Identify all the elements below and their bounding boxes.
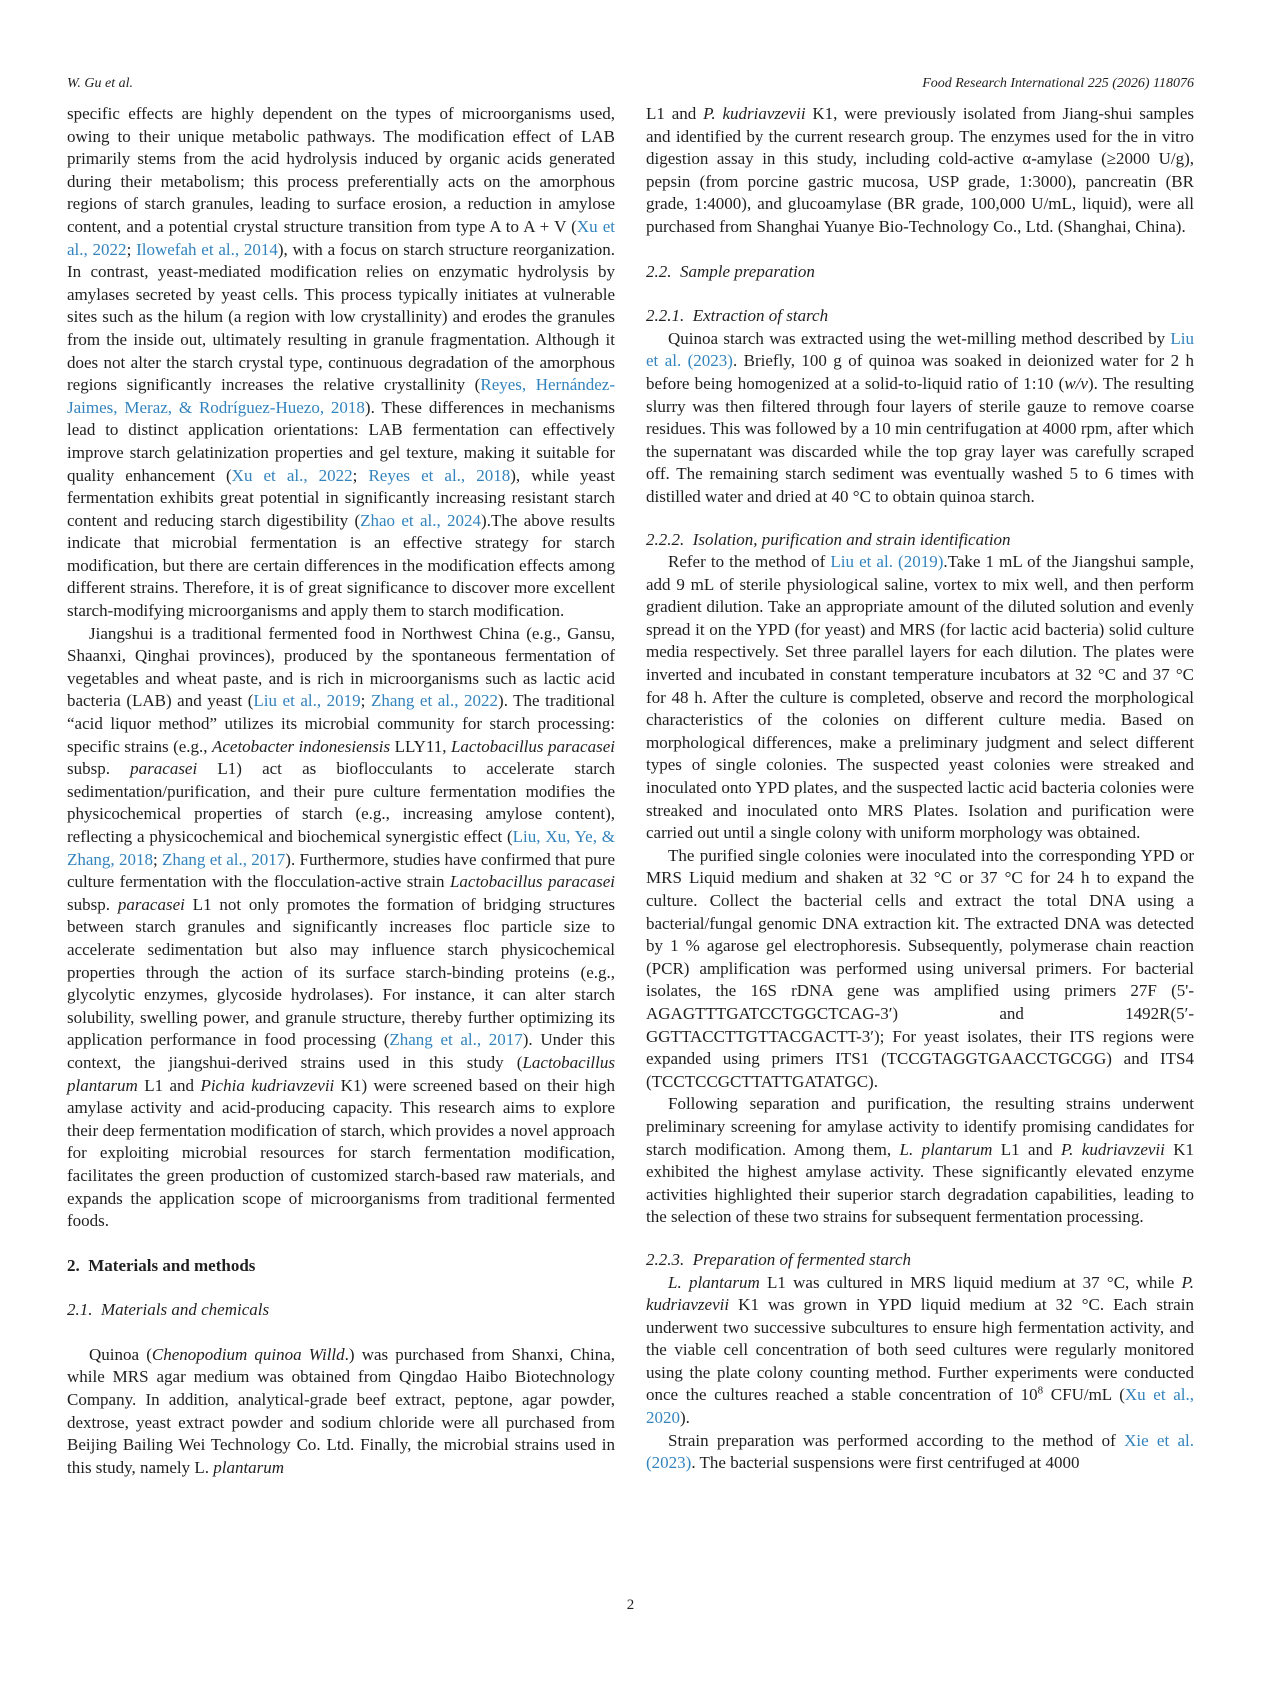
paragraph: specific effects are highly dependent on the types of microorganisms used, owing to their unique metabolic pathways. The modification effect of LAB primarily stems from the acid hydrolysis induced by organic acids generated during their metabolism; this process preferentially acts on the amorphous regions of starch granules, leading to surface erosion, a reduction in amylose content, and a potential crystal structure transition from type A to A + V (Xu et al., 2022; Ilowefah et al., 2014), with a focus on starch structure reorganization. In contrast, yeast-mediated modification relies on enzymatic hydrolysis by amylases secreted by yeast cells. This process typically initiates at vulnerable sites such as the hilum (a region with low crystallinity) and erodes the granules from the inside out, ultimately resulting in granule fragmentation. Although it does not alter the starch crystal type, continuous degradation of the amorphous regions significantly increases the relative crystallinity (Reyes, Hernández-Jaimes, Meraz, & Rodríguez-Huezo, 2018). These differences in mechanisms lead to distinct application orientations: LAB fermentation can effectively improve starch gelatinization properties and gel texture, making it suitable for quality enhancement (Xu et al., 2022; Reyes et al., 2018), while yeast fermentation exhibits great potential in significantly increasing resistant starch content and reducing starch digestibility (Zhao et al., 2024).The above results indicate that microbial fermentation is an effective strategy for starch modification, but there are certain differences in the modification effects among different strains. Therefore, it is of great significance to discover more excellent starch-modifying microorganisms and apply them to starch modification. <box>67 104 616 621</box>
paragraph: Quinoa starch was extracted using the wet-milling method described by Liu et al. (2023). Briefly, 100 g of quinoa was soaked in deionized water for 2 h before being homogenized at a solid-to-liquid ratio of 1:10 (w/v). The resulting slurry was then filtered through four layers of sterile gauze to remove coarse residues. This was followed by a 10 min centrifugation at 4000 rpm, after which the supernatant was discarded while the top gray layer was carefully scraped off. The remaining starch sediment was eventually washed 5 to 6 times with distilled water and dried at 40 °C to obtain quinoa starch. <box>646 328 1194 506</box>
citation-link[interactable]: Liu et al., 2019 <box>253 691 361 711</box>
citation-link[interactable]: Xu et al., 2020 <box>646 1385 1194 1428</box>
running-header-authors: W. Gu et al. <box>67 76 133 91</box>
right-column <box>646 103 1194 1475</box>
citation-link[interactable]: Xu et al., 2022 <box>67 216 615 259</box>
citation-link[interactable]: Xu et al., 2022 <box>231 465 353 485</box>
section-heading: 2.1. Materials and chemicals <box>67 1300 270 1320</box>
paragraph: The purified single colonies were inoculated into the corresponding YPD or MRS Liquid medium and shaken at 32 °C or 37 °C for 24 h to expand the culture. Collect the bacterial cells and extract the total DNA using a bacterial/fungal genomic DNA extraction kit. The extracted DNA was detected by 1 % agarose gel electrophoresis. Subsequently, polymerase chain reaction (PCR) amplification was performed using universal primers. For bacterial isolates, the 16S rDNA gene was amplified using primers 27F (5'-AGAGTTTGATCCTGGCTCAG-3′) and 1492R(5′-GGTTACCTTGTTACGACTT-3′); For yeast isolates, their ITS regions were expanded using primers ITS1 (TCCGTAGGTGAACCTGCGG) and ITS4 (TCCTCCGCTTATTGATATGC). <box>646 845 1194 1091</box>
paragraph: Jiangshui is a traditional fermented food in Northwest China (e.g., Gansu, Shaanxi, Qinghai provinces), produced by the spontaneous fermentation of vegetables and wheat paste, and is rich in microorganisms such as lactic acid bacteria (LAB) and yeast (Liu et al., 2019; Zhang et al., 2022). The traditional “acid liquor method” utilizes its microbial community for starch processing: specific strains (e.g., Acetobacter indonesiensis LLY11, Lactobacillus paracasei subsp. paracasei L1) act as bioflocculants to accelerate starch sedimentation/purification, and their pure culture fermentation modifies the physicochemical properties of starch (e.g., increasing amylose content), reflecting a physicochemical and biochemical synergistic effect (Liu, Xu, Ye, & Zhang, 2018; Zhang et al., 2017). Furthermore, studies have confirmed that pure culture fermentation with the flocculation-active strain Lactobacillus paracasei subsp. paracasei L1 not only promotes the formation of bridging structures between starch granules and significantly increases floc particle size to accelerate sedimentation but also may influence starch physicochemical properties through the action of its surface starch-binding proteins (e.g., glycolytic enzymes, glycoside hydrolases). For instance, it can alter starch solubility, swelling power, and granule structure, thereby further optimizing its application performance in food processing (Zhang et al., 2017). Under this context, the jiangshui-derived strains used in this study (Lactobacillus plantarum L1 and Pichia kudriavzevii K1) were screened based on their high amylase activity and acid-producing capacity. This research aims to explore their deep fermentation modification of starch, which provides a novel approach for exploiting microbial resources for starch fermentation modification, facilitates the green production of customized starch-based raw materials, and expands the application scope of microorganisms from traditional fermented foods. <box>67 623 616 1231</box>
citation-link[interactable]: Liu, Xu, Ye, & Zhang, 2018 <box>67 827 615 869</box>
citation-link[interactable]: Reyes et al., 2018 <box>368 465 511 485</box>
citation-link[interactable]: Liu et al. (2023) <box>646 328 1194 371</box>
citation-link[interactable]: Zhang et al., 2017 <box>389 1030 523 1050</box>
section-heading: 2.2.2. Isolation, purification and strain identification <box>646 529 1011 549</box>
paragraph: L1 and P. kudriavzevii K1, were previously isolated from Jiang-shui samples and identified by the current research group. The enzymes used for the in vitro digestion assay in this study, including cold-active α-amylase (≥2000 U/g), pepsin (from porcine gastric mucosa, USP grade, 1:3000), pancreatin (BR grade, 1:4000), and glucoamylase (BR grade, 100,000 U/mL, liquid), were all purchased from Shanghai Yuanye Bio-Technology Co., Ltd. (Shanghai, China). <box>646 104 1194 236</box>
section-heading: 2.2.3. Preparation of fermented starch <box>646 1249 912 1269</box>
left-column <box>67 103 615 1479</box>
page-number: 2 <box>626 1597 635 1613</box>
citation-link[interactable]: Reyes, Hernández-Jaimes, Meraz, & Rodríguez-Huezo, 2018 <box>67 375 616 417</box>
citation-link[interactable]: Ilowefah et al., 2014 <box>136 239 278 259</box>
citation-link[interactable]: Zhao et al., 2024 <box>360 510 482 530</box>
citation-link[interactable]: Liu et al. (2019) <box>830 552 944 572</box>
paragraph: Strain preparation was performed according to the method of Xie et al. (2023). The bacterial suspensions were first centrifuged at 4000 <box>646 1430 1194 1473</box>
paragraph: Quinoa (Chenopodium quinoa Willd.) was purchased from Shanxi, China, while MRS agar medium was obtained from Qingdao Haibo Biotechnology Company. In addition, analytical-grade beef extract, peptone, agar powder, dextrose, yeast extract powder and sodium chloride were all purchased from Beijing Bailing Wei Technology Co. Ltd. Finally, the microbial strains used in this study, namely L. plantarum <box>67 1344 616 1477</box>
paragraph: Following separation and purification, the resulting strains underwent preliminary screening for amylase activity to identify promising candidates for starch modification. Among them, L. plantarum L1 and P. kudriavzevii K1 exhibited the highest amylase activity. These significantly elevated enzyme activities highlighted their superior starch degradation capabilities, leading to the selection of these two strains for subsequent fermentation processing. <box>646 1094 1195 1227</box>
running-header-journal: Food Research International 225 (2026) 118076 <box>922 76 1194 91</box>
section-heading: 2.2. Sample preparation <box>646 261 815 281</box>
citation-link[interactable]: Zhang et al., 2017 <box>161 849 286 869</box>
section-heading: 2.2.1. Extraction of starch <box>646 306 829 326</box>
running-header <box>67 76 1194 92</box>
citation-link[interactable]: Xie et al. (2023) <box>646 1430 1194 1473</box>
paragraph: Refer to the method of Liu et al. (2019).Take 1 mL of the Jiangshui sample, add 9 mL of sterile physiological saline, vortex to mix well, and then perform gradient dilution. Take an appropriate amount of the diluted solution and evenly spread it on the YPD (for yeast) and MRS (for lactic acid bacteria) solid culture media respectively. Set three parallel layers for each dilution. The plates were inverted and incubated in constant temperature incubators at 32 °C and 37 °C for 48 h. After the culture is completed, observe and record the morphological characteristics of the colonies on different culture media. Based on morphological differences, make a preliminary judgment and select different types of single colonies. The suspected yeast colonies were streaked and inoculated onto YPD plates, and the suspected lactic acid bacteria colonies were streaked and inoculated onto MRS Plates. Isolation and purification were carried out until a single colony with uniform morphology was obtained. <box>646 552 1195 843</box>
paragraph: L. plantarum L1 was cultured in MRS liquid medium at 37 °C, while P. kudriavzevii K1 was grown in YPD liquid medium at 32 °C. Each strain underwent two successive subcultures to ensure high fermentation activity, and the viable cell concentration of both seed cultures were regularly monitored using the plate colony counting method. Further experiments were conducted once the cultures reached a stable concentration of $10^8$ CFU/mL (Xu et al., 2020). <box>646 1272 1194 1428</box>
citation-link[interactable]: Zhang et al., 2022 <box>370 691 499 711</box>
section-heading: 2. Materials and methods <box>67 1255 256 1275</box>
page-footer <box>67 1597 1194 1614</box>
